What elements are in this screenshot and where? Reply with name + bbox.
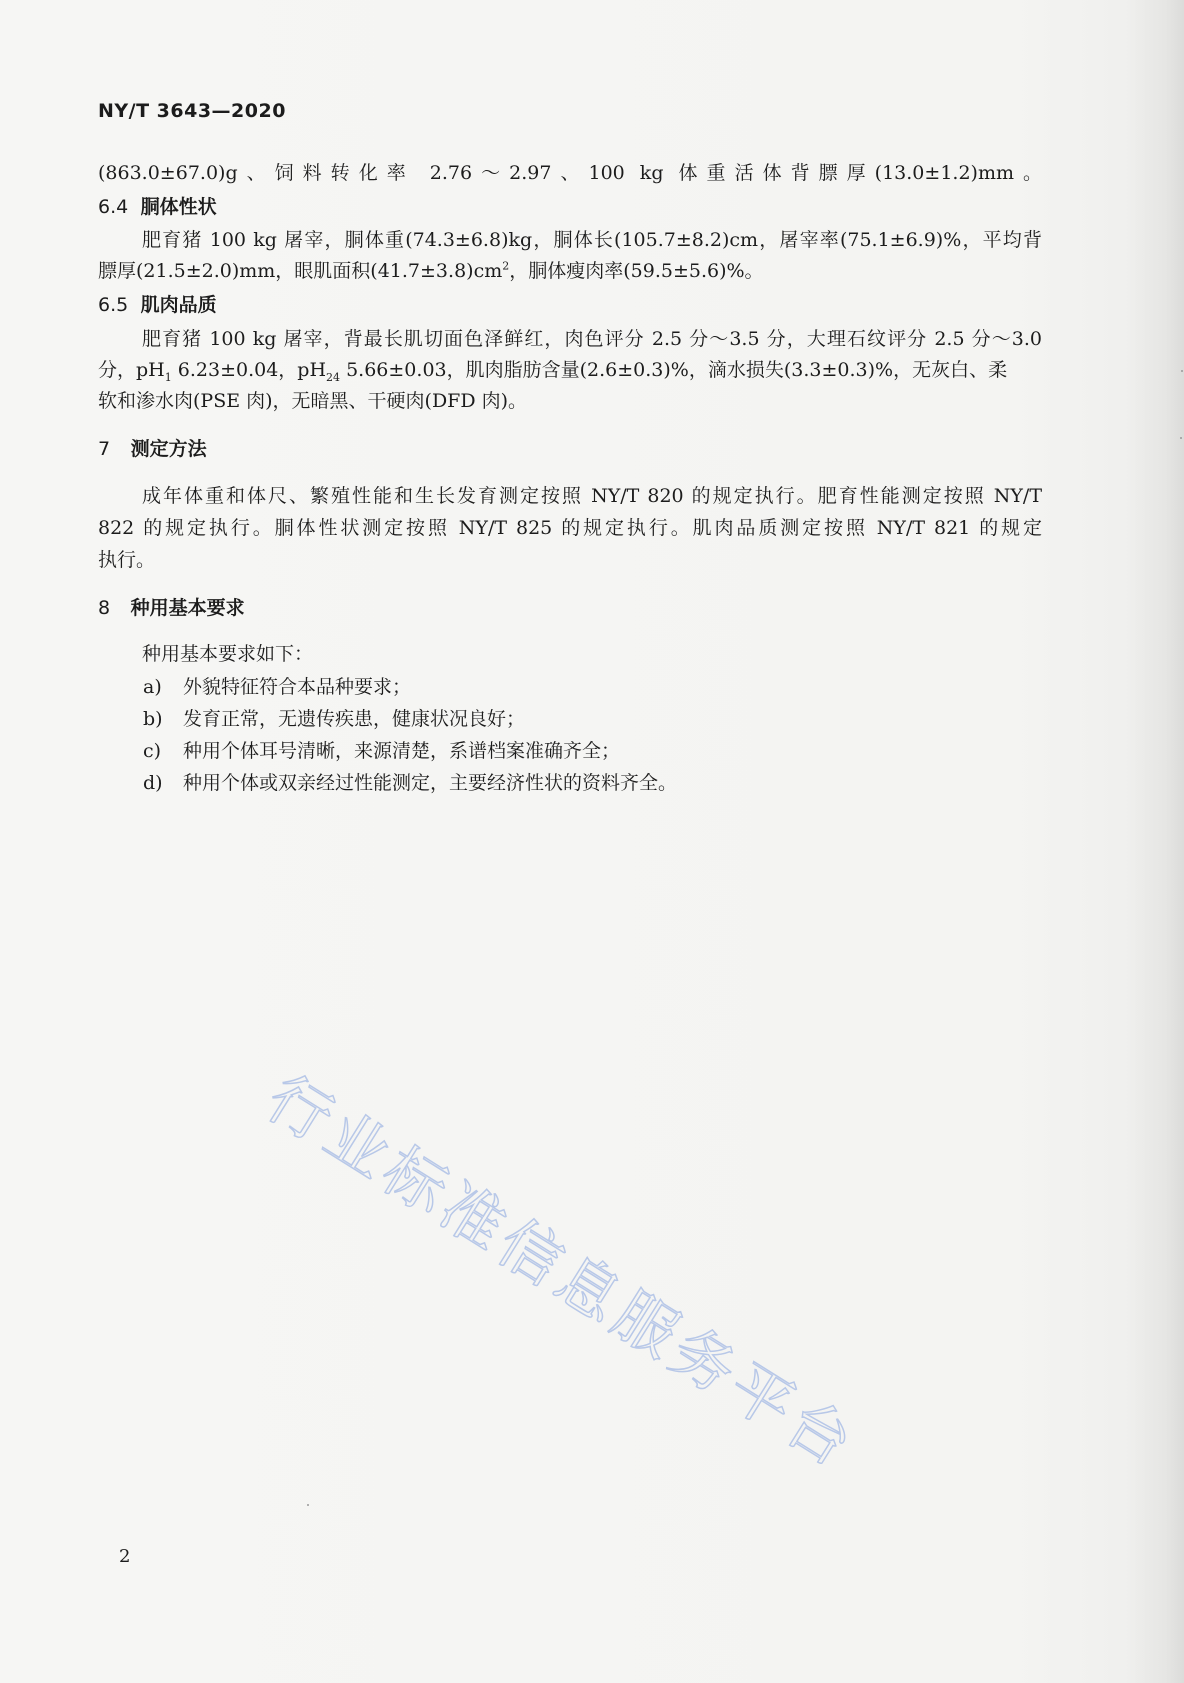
scan-speck: [1180, 437, 1182, 439]
paragraph-line: 肥育猪 100 kg 屠宰，胴体重(74.3±6.8)kg，胴体长(105.7±8.2)cm，屠宰率(75.1±6.9)%，平均背: [142, 229, 1042, 251]
list-item: [143, 672, 411, 699]
list-text: 种用个体耳号清晰，来源清楚，系谱档案准确齐全；: [183, 740, 621, 762]
paragraph-line: [98, 355, 1007, 384]
scan-speck: [1181, 370, 1183, 372]
section-number: 7: [98, 438, 111, 460]
section-number: 6.5: [98, 294, 129, 316]
paragraph-line: [98, 256, 764, 283]
paragraph-line: 种用基本要求如下：: [142, 643, 314, 665]
list-label: b): [143, 708, 163, 730]
text-run: 6.23±0.04，pH: [171, 359, 327, 381]
section-heading-7: [98, 434, 207, 461]
paragraph-line: 822 的规定执行。胴体性状测定按照 NY/T 825 的规定执行。肌肉品质测定按照 NY/T 821 的规定: [98, 517, 1042, 539]
paragraph-line: 软和渗水肉(PSE 肉)，无暗黑、干硬肉(DFD 肉)。: [98, 390, 528, 412]
page-number: 2: [119, 1546, 131, 1567]
text-run: ，胴体瘦肉率(59.5±5.6)%。: [509, 260, 764, 282]
list-item: [143, 768, 677, 795]
subscript: 1: [164, 370, 172, 384]
section-number: 8: [98, 597, 111, 619]
continuation-paragraph: (863.0±67.0)g、饲料转化率 2.76～2.97、100 kg 体重活体背膘厚(13.0±1.2)mm。: [98, 162, 1042, 184]
standard-number-header: NY/T 3643—2020: [98, 100, 286, 122]
list-text: 发育正常，无遗传疾患，健康状况良好；: [183, 708, 526, 730]
subscript: 24: [326, 370, 341, 384]
list-text: 外貌特征符合本品种要求；: [183, 676, 412, 698]
text-run: 5.66±0.03，肌肉脂肪含量(2.6±0.3)%，滴水损失(3.3±0.3)%，无灰白、柔: [340, 359, 1008, 381]
section-title: 胴体性状: [140, 196, 217, 218]
text-run: 膘厚(21.5±2.0)mm，眼肌面积(41.7±3.8)cm: [98, 260, 503, 282]
paragraph-line: 执行。: [98, 549, 156, 571]
text-run: 分，pH: [98, 359, 165, 381]
section-title: 种用基本要求: [130, 597, 245, 619]
paragraph-line: 成年体重和体尺、繁殖性能和生长发育测定按照 NY/T 820 的规定执行。肥育性能测定按照 NY/T: [142, 485, 1042, 507]
paragraph-line: 肥育猪 100 kg 屠宰，背最长肌切面色泽鲜红，肉色评分 2.5 分～3.5 分，大理石纹评分 2.5 分～3.0: [142, 328, 1042, 350]
section-number: 6.4: [98, 196, 129, 218]
list-label: d): [143, 772, 163, 794]
list-item: [143, 704, 525, 731]
scan-edge-shadow: [1124, 0, 1184, 1683]
section-heading-6-4: [98, 192, 217, 219]
list-item: [143, 736, 620, 763]
section-title: 肌肉品质: [140, 294, 217, 316]
watermark: 行业标准信息服务平台: [254, 1061, 870, 1484]
scan-speck: [307, 1504, 309, 1506]
list-text: 种用个体或双亲经过性能测定，主要经济性状的资料齐全。: [183, 772, 678, 794]
section-title: 测定方法: [130, 438, 207, 460]
superscript: 2: [502, 259, 510, 273]
list-label: c): [143, 740, 162, 762]
list-label: a): [143, 676, 162, 698]
section-heading-6-5: [98, 290, 217, 317]
section-heading-8: [98, 593, 245, 620]
